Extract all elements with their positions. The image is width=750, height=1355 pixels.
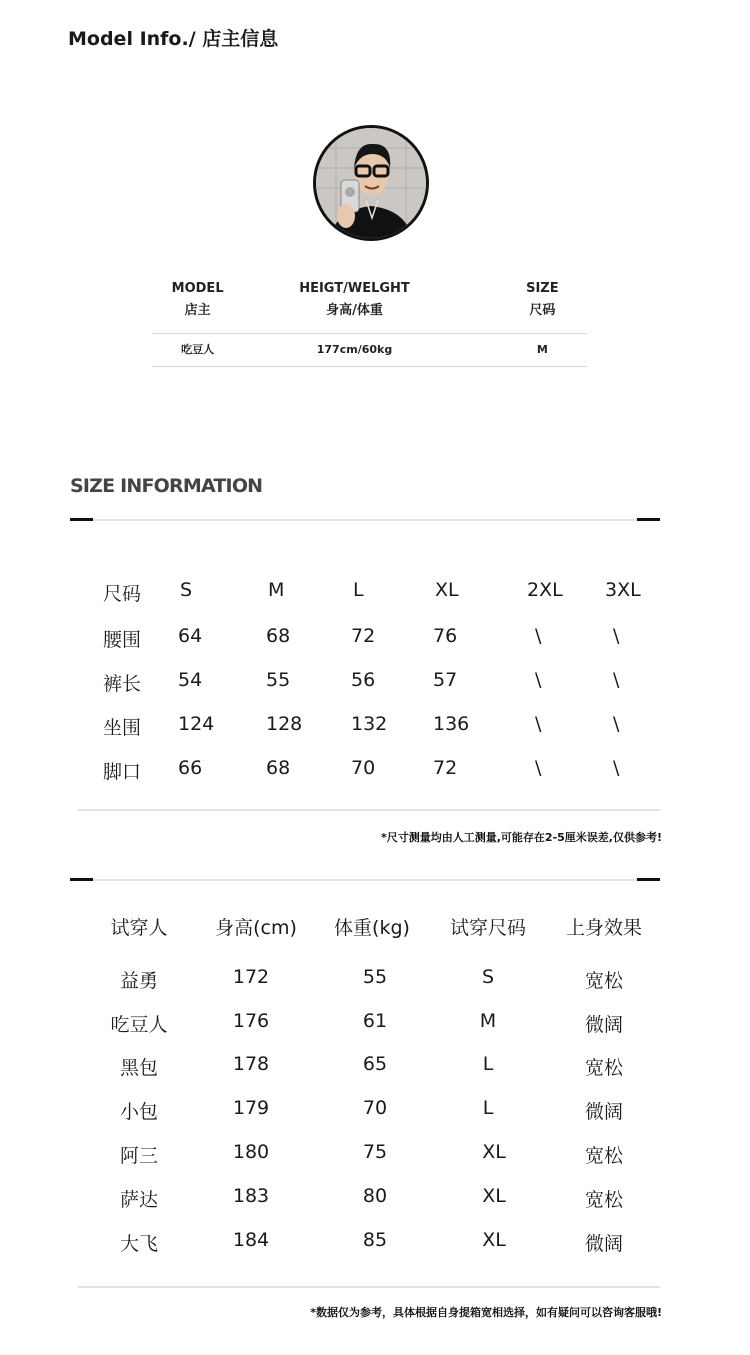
size-column-header: 3XL [605,579,641,601]
divider [78,1286,660,1288]
size-row-label: 裤长 [103,673,142,695]
divider [78,809,660,811]
size-column-header: XL [435,579,459,601]
header-size: SIZE [526,281,559,296]
size-column-label: 尺码 [103,583,142,605]
header-model-cn: 店主 [184,303,211,318]
tester-name: 益勇 [119,970,158,992]
model-info-table [152,278,587,367]
size-column-header: S [180,579,193,601]
header-model: MODEL [171,281,224,296]
size-cell: \ [535,669,542,691]
try-on-cell: 65 [362,1053,388,1075]
size-cell: 136 [433,713,470,735]
try-on-cell: 75 [362,1141,388,1163]
header-size-cn: 尺码 [529,303,556,318]
try-on-cell: 61 [362,1010,388,1032]
size-cell: 68 [266,757,291,779]
model-table-header-cn [152,300,587,326]
size-cell: 76 [433,625,458,647]
size-cell: 68 [266,625,291,647]
tester-name: 萨达 [119,1189,158,1211]
model-name: 吃豆人 [181,343,215,356]
size-cell: 132 [351,713,388,735]
try-on-cell: XL [482,1141,506,1163]
tester-name: 小包 [119,1101,158,1123]
try-on-cell: L [482,1097,494,1119]
try-on-column-header: 体重(kg) [334,917,410,939]
size-cell: 72 [351,625,376,647]
try-on-note: *数据仅为参考，具体根据自身提箱宽相选择，如有疑问可以咨询客服哦! [310,1306,662,1319]
size-cell: 54 [178,669,203,691]
try-on-column-header: 试穿人 [110,917,168,939]
size-cell: \ [613,669,620,691]
try-on-cell: 178 [232,1053,270,1075]
try-on-cell: 80 [362,1185,388,1207]
size-column-header: M [268,579,285,601]
try-on-cell: 宽松 [584,1057,623,1079]
try-on-cell: 微阔 [584,1233,623,1255]
size-cell: 56 [351,669,376,691]
try-on-column-header: 身高(cm) [215,917,297,939]
size-cell: \ [535,757,542,779]
model-size: M [536,343,548,356]
try-on-cell: M [479,1010,497,1032]
size-cell: 72 [433,757,458,779]
size-cell: 66 [178,757,203,779]
try-on-column-header: 上身效果 [565,917,642,939]
try-on-cell: 55 [362,966,388,988]
try-on-cell: 宽松 [584,1145,623,1167]
try-on-cell: 微阔 [584,1014,623,1036]
try-on-cell: 宽松 [584,1189,623,1211]
size-cell: 124 [178,713,215,735]
try-on-cell: S [481,966,495,988]
size-cell: 70 [351,757,376,779]
try-on-cell: 180 [232,1141,270,1163]
divider-accent-right [637,878,660,881]
size-cell: 64 [178,625,203,647]
try-on-cell: 85 [362,1229,388,1251]
person-photo-icon [316,128,426,238]
tester-name: 吃豆人 [110,1014,168,1036]
try-on-cell: 176 [232,1010,270,1032]
try-on-cell: 184 [232,1229,270,1251]
size-row-label: 腰围 [103,629,142,651]
try-on-cell: XL [482,1185,506,1207]
try-on-cell: 179 [232,1097,270,1119]
size-cell: \ [613,713,620,735]
size-note: *尺寸测量均由人工测量,可能存在2-5厘米误差,仅供参考! [381,831,662,844]
size-cell: \ [535,625,542,647]
try-on-cell: 70 [362,1097,388,1119]
size-cell: 128 [266,713,303,735]
try-on-cell: 183 [232,1185,270,1207]
size-column-header: 2XL [527,579,563,601]
model-avatar [313,125,429,241]
model-height-weight: 177cm/60kg [316,343,393,356]
divider [70,879,660,881]
tester-name: 阿三 [119,1145,158,1167]
size-column-header: L [353,579,364,601]
divider-accent-right [637,518,660,521]
size-cell: \ [535,713,542,735]
size-cell: \ [613,757,620,779]
header-height-weight-cn: 身高/体重 [326,303,383,318]
divider [70,519,660,521]
size-cell: 55 [266,669,291,691]
header-height-weight: HEIGT/WELGHT [299,281,410,296]
model-table-row [152,333,587,367]
try-on-cell: L [482,1053,494,1075]
tester-name: 大飞 [119,1233,158,1255]
try-on-cell: 172 [232,966,270,988]
model-info-title: Model Info./ 店主信息 [68,28,279,50]
size-info-title: SIZE INFORMATION [70,475,263,497]
size-row-label: 坐围 [103,717,142,739]
size-cell: \ [613,625,620,647]
divider-accent-left [70,878,93,881]
size-row-label: 脚口 [103,761,142,783]
divider-accent-left [70,518,93,521]
try-on-cell: 宽松 [584,970,623,992]
model-table-header-en [152,278,587,300]
try-on-cell: XL [482,1229,506,1251]
tester-name: 黑包 [119,1057,158,1079]
size-cell: 57 [433,669,458,691]
try-on-column-header: 试穿尺码 [449,917,526,939]
try-on-cell: 微阔 [584,1101,623,1123]
